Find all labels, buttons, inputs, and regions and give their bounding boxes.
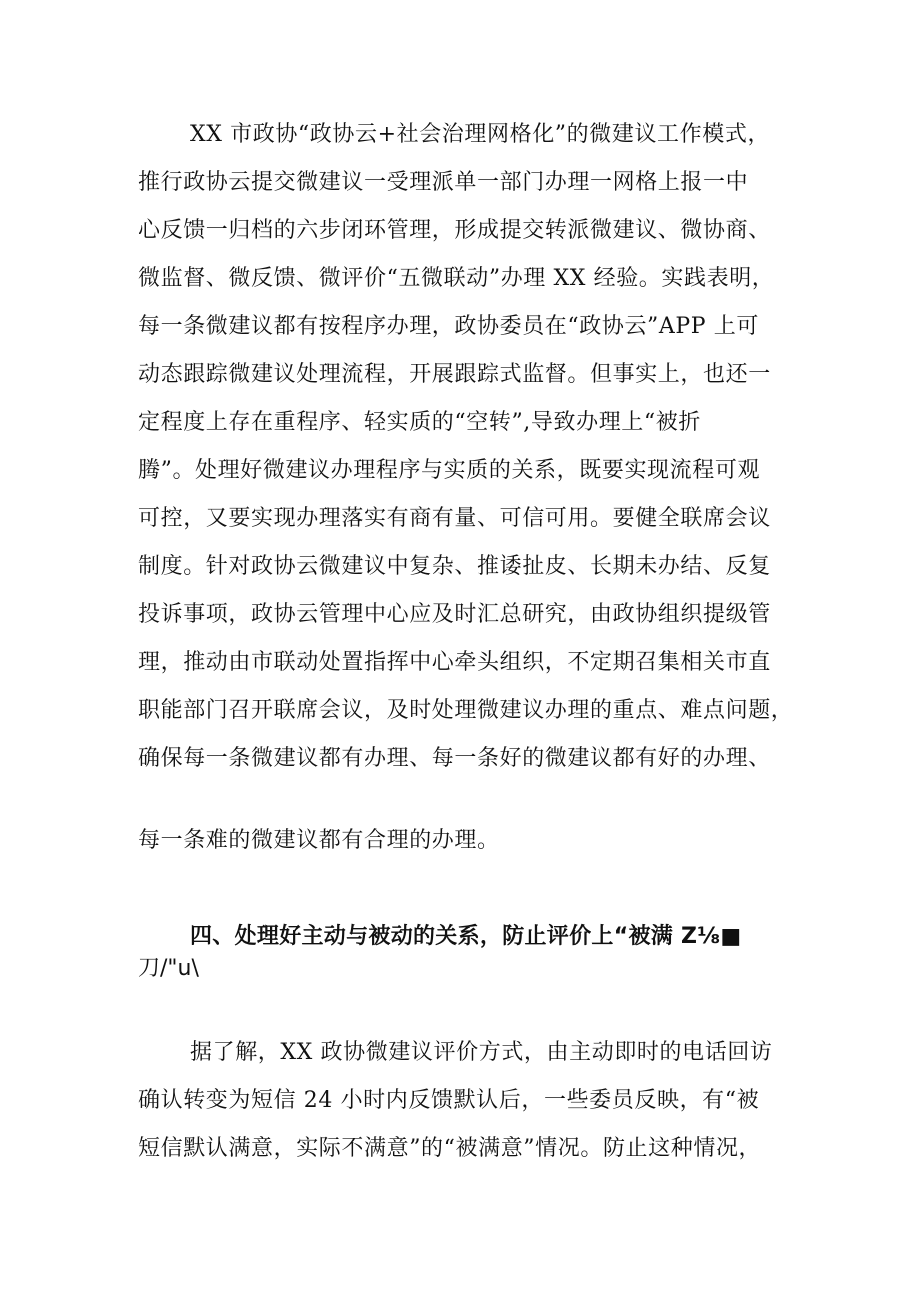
paragraph-1-line-11: 投诉事项，政协云管理中心应及时汇总研究，由政协组织提级管 — [138, 602, 771, 627]
paragraph-1-last-line: 每一条难的微建议都有合理的办理。 — [138, 828, 500, 853]
paragraph-1-line-14: 确保每一条微建议都有办理、每一条好的微建议都有好的办理、 — [138, 746, 771, 771]
paragraph-1-line-1: XX 市政协“政协云+社会治理网格化”的微建议工作模式， — [190, 122, 771, 147]
paragraph-1-line-6: 动态跟踪微建议处理流程，开展跟踪式监督。但事实上，也还一 — [138, 362, 771, 387]
paragraph-1-line-2: 推行政协云提交微建议一受理派单一部门办理一网格上报一中 — [138, 170, 749, 195]
paragraph-2-line-3: 短信默认满意，实际不满意”的“被满意”情况。防止这种情况， — [138, 1136, 762, 1161]
paragraph-1-line-8: 腾”。处理好微建议办理程序与实质的关系，既要实现流程可观 — [138, 458, 761, 483]
paragraph-1-line-12: 理，推动由市联动处置指挥中心牵头组织，不定期召集相关市直 — [138, 650, 771, 675]
section-4-heading: 四、处理好主动与被动的关系，防止评价上“被满 Z⅛■ — [190, 924, 742, 949]
section-4-heading-continuation: 刀/"u\ — [138, 956, 199, 981]
paragraph-1-line-3: 心反馈一归档的六步闭环管理，形成提交转派微建议、微协商、 — [138, 218, 771, 243]
paragraph-1-line-5: 每一条微建议都有按程序办理，政协委员在“政协云”APP 上可 — [138, 314, 759, 339]
paragraph-1-line-4: 微监督、微反馈、微评价“五微联动”办理 XX 经验。实践表明， — [138, 266, 775, 291]
paragraph-1-line-13: 职能部门召开联席会议，及时处理微建议办理的重点、难点问题， — [138, 698, 794, 723]
paragraph-2-line-1: 据了解，XX 政协微建议评价方式，由主动即时的电话回访 — [190, 1040, 773, 1065]
paragraph-1-line-10: 制度。针对政协云微建议中复杂、推诿扯皮、长期未办结、反复 — [138, 554, 771, 579]
paragraph-1-line-9: 可控，又要实现办理落实有商有量、可信可用。要健全联席会议 — [138, 506, 771, 531]
paragraph-1-line-7: 定程度上存在重程序、轻实质的“空转”,导致办理上“被折 — [138, 410, 701, 435]
paragraph-2-line-2: 确认转变为短信 24 小时内反馈默认后，一些委员反映，有“被 — [138, 1088, 760, 1113]
